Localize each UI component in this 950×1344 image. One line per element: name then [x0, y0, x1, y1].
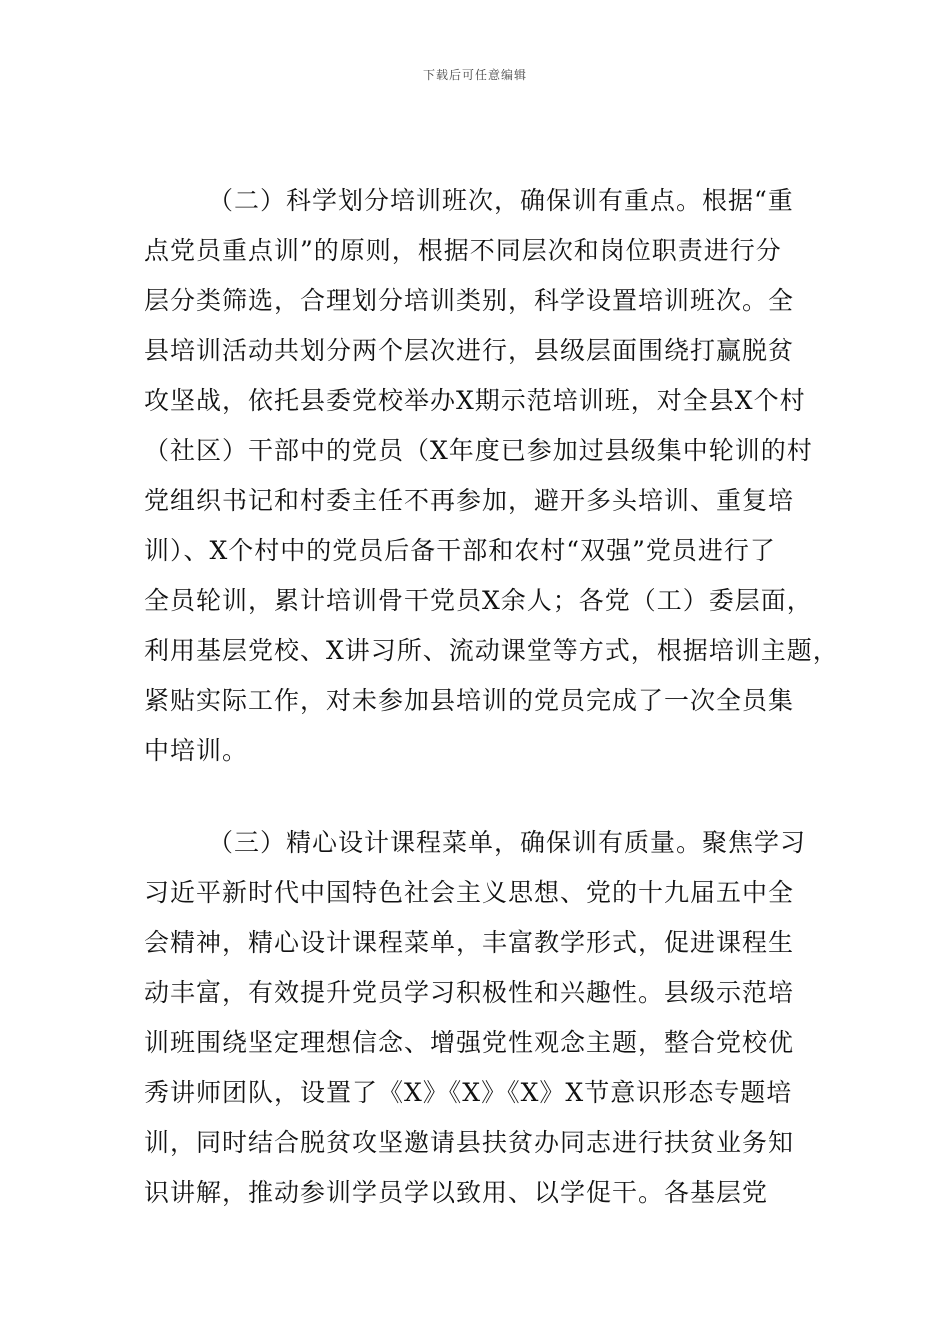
- header-note: 下载后可任意编辑: [422, 68, 527, 82]
- paragraph-3: [144, 818, 820, 1218]
- paragraph-line: 利用基层党校、X讲习所、流动课堂等方式，根据培训主题，: [144, 636, 839, 665]
- paragraph-line: 点党员重点训”的原则，根据不同层次和岗位职责进行分: [144, 236, 782, 265]
- paragraph-line: （二）科学划分培训班次，确保训有重点。根据“重: [208, 186, 794, 215]
- paragraph-line: 训）、X个村中的党员后备干部和农村“双强”党员进行了: [144, 536, 776, 565]
- paragraph-line: （三）精心设计课程菜单，确保训有质量。聚焦学习: [208, 828, 807, 857]
- paragraph-line: 攻坚战，依托县委党校举办X期示范培训班，对全县X个村: [144, 386, 806, 415]
- paragraph-line: 动丰富，有效提升党员学习积极性和兴趣性。县级示范培: [144, 978, 795, 1007]
- paragraph-line: 训班围绕坚定理想信念、增强党性观念主题，整合党校优: [144, 1028, 795, 1057]
- paragraph-line: 党组织书记和村委主任不再参加，避开多头培训、重复培: [144, 486, 795, 515]
- paragraph-line: 层分类筛选，合理划分培训类别，科学设置培训班次。全: [144, 286, 795, 315]
- paragraph-line: 县培训活动共划分两个层次进行，县级层面围绕打赢脱贫: [144, 336, 795, 365]
- paragraph-line: 全员轮训，累计培训骨干党员X余人；各党（工）委层面，: [144, 586, 813, 615]
- paragraph-line: 识讲解，推动参训学员学以致用、以学促干。各基层党: [144, 1178, 769, 1207]
- paragraph-line: 秀讲师团队，设置了《X》《X》《X》X节意识形态专题培: [144, 1078, 793, 1107]
- paragraph-line: 紧贴实际工作，对未参加县培训的党员完成了一次全员集: [144, 686, 795, 715]
- paragraph-line: 训，同时结合脱贫攻坚邀请县扶贫办同志进行扶贫业务知: [144, 1128, 795, 1157]
- paragraph-line: 会精神，精心设计课程菜单，丰富教学形式，促进课程生: [144, 928, 795, 957]
- paragraph-line: 习近平新时代中国特色社会主义思想、党的十九届五中全: [144, 878, 795, 907]
- paragraph-line: 中培训。: [144, 736, 249, 765]
- paragraph-line: （社区）干部中的党员（X年度已参加过县级集中轮训的村: [144, 436, 813, 465]
- paragraph-2: [144, 176, 839, 776]
